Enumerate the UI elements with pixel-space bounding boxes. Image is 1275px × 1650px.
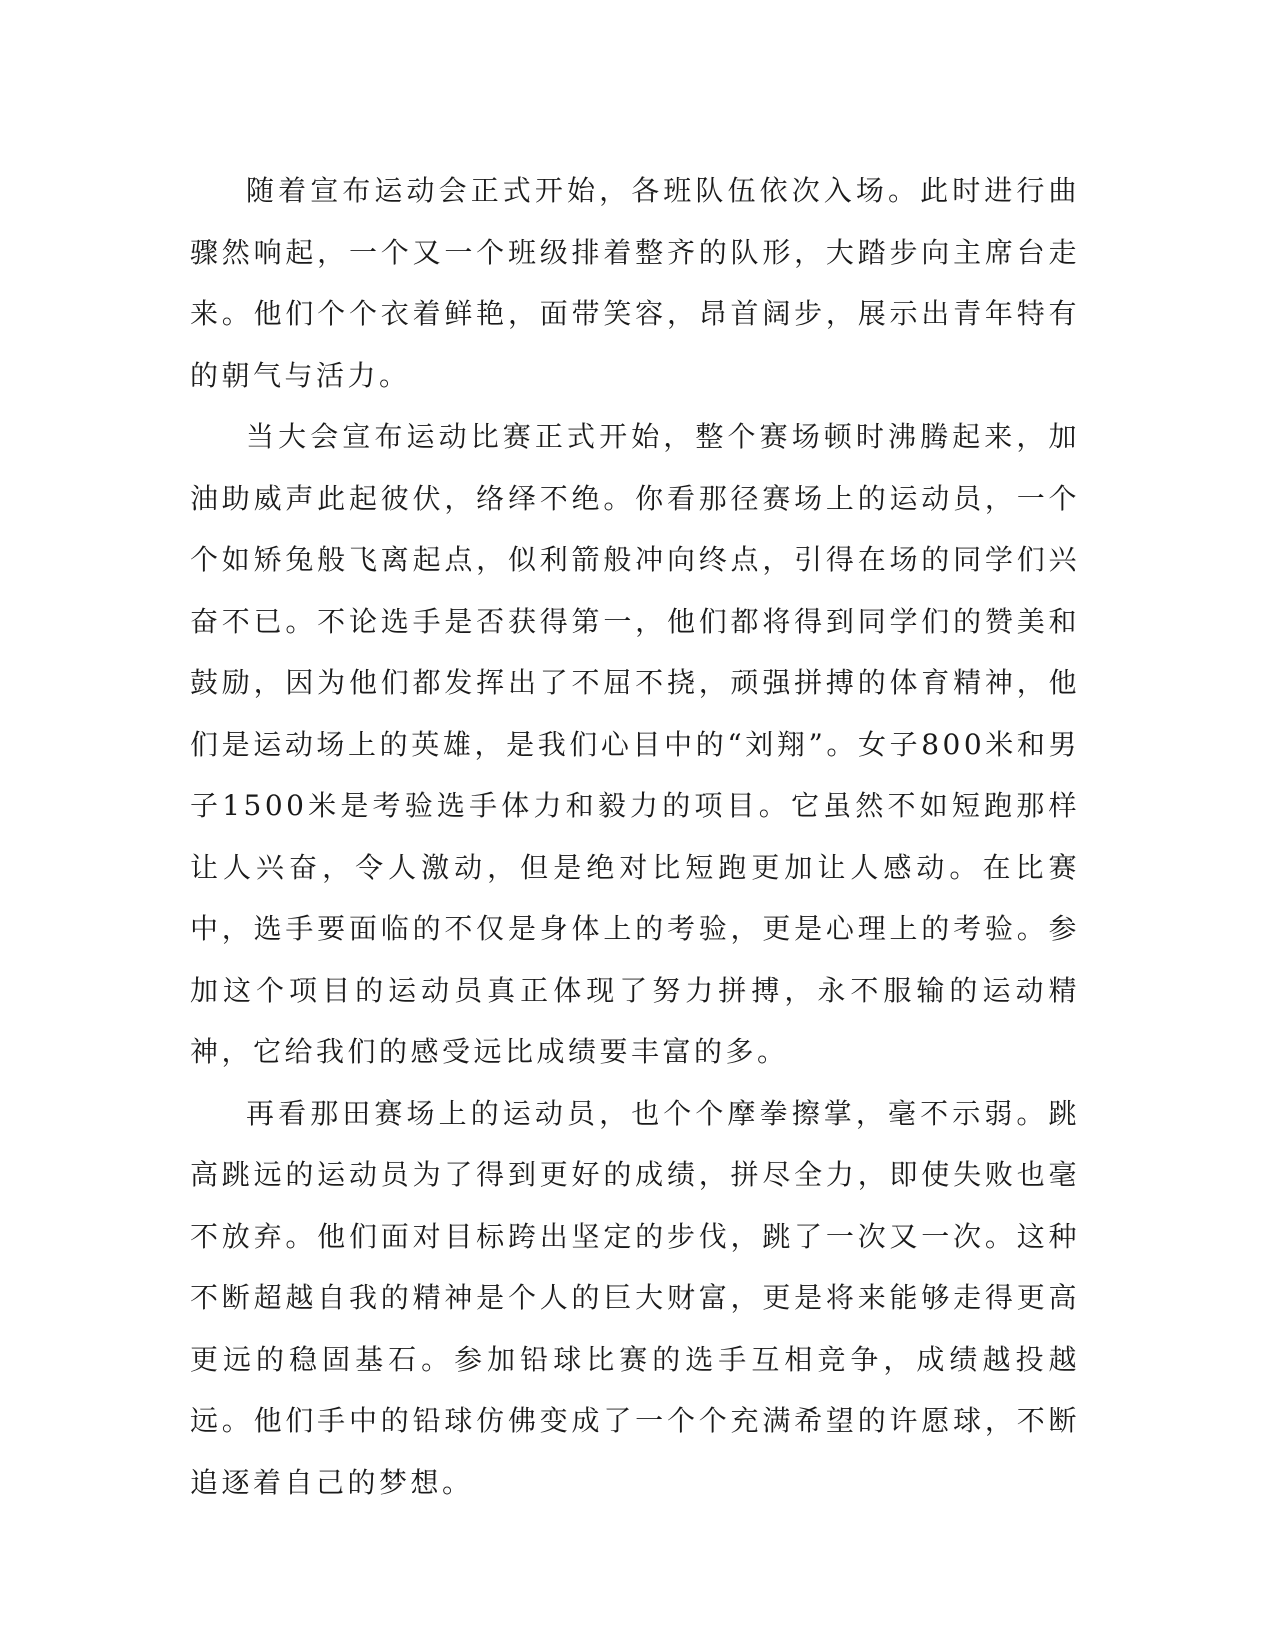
document-body <box>190 160 1080 1513</box>
paragraph-field-events: 再看那田赛场上的运动员，也个个摩拳擦掌，毫不示弱。跳高跳远的运动员为了得到更好的成绩，拼尽全力，即使失败也毫不放弃。他们面对目标跨出坚定的步伐，跳了一次又一次。这种不断超越自我的精神是个人的巨大财富，更是将来能够走得更高更远的稳固基石。参加铅球比赛的选手互相竞争，成绩越投越远。他们手中的铅球仿佛变成了一个个充满希望的许愿球，不断追逐着自己的梦想。 <box>190 1096 1080 1499</box>
paragraph-opening-ceremony: 随着宣布运动会正式开始，各班队伍依次入场。此时进行曲骤然响起，一个又一个班级排着整齐的队形，大踏步向主席台走来。他们个个衣着鲜艳，面带笑容，昂首阔步，展示出青年特有的朝气与活力。 <box>190 174 1080 392</box>
paragraph-track-events: 当大会宣布运动比赛正式开始，整个赛场顿时沸腾起来，加油助威声此起彼伏，络绎不绝。你看那径赛场上的运动员，一个个如矫兔般飞离起点，似利箭般冲向终点，引得在场的同学们兴奋不已。不论选手是否获得第一，他们都将得到同学们的赞美和鼓励，因为他们都发挥出了不屈不挠，顽强拼搏的体育精神，他们是运动场上的英雄，是我们心目中的“刘翔”。女子800米和男子1500米是考验选手体力和毅力的项目。它虽然不如短跑那样让人兴奋，令人激动，但是绝对比短跑更加让人感动。在比赛中，选手要面临的不仅是身体上的考验，更是心理上的考验。参加这个项目的运动员真正体现了努力拼搏，永不服输的运动精神，它给我们的感受远比成绩要丰富的多。 <box>190 420 1080 1068</box>
